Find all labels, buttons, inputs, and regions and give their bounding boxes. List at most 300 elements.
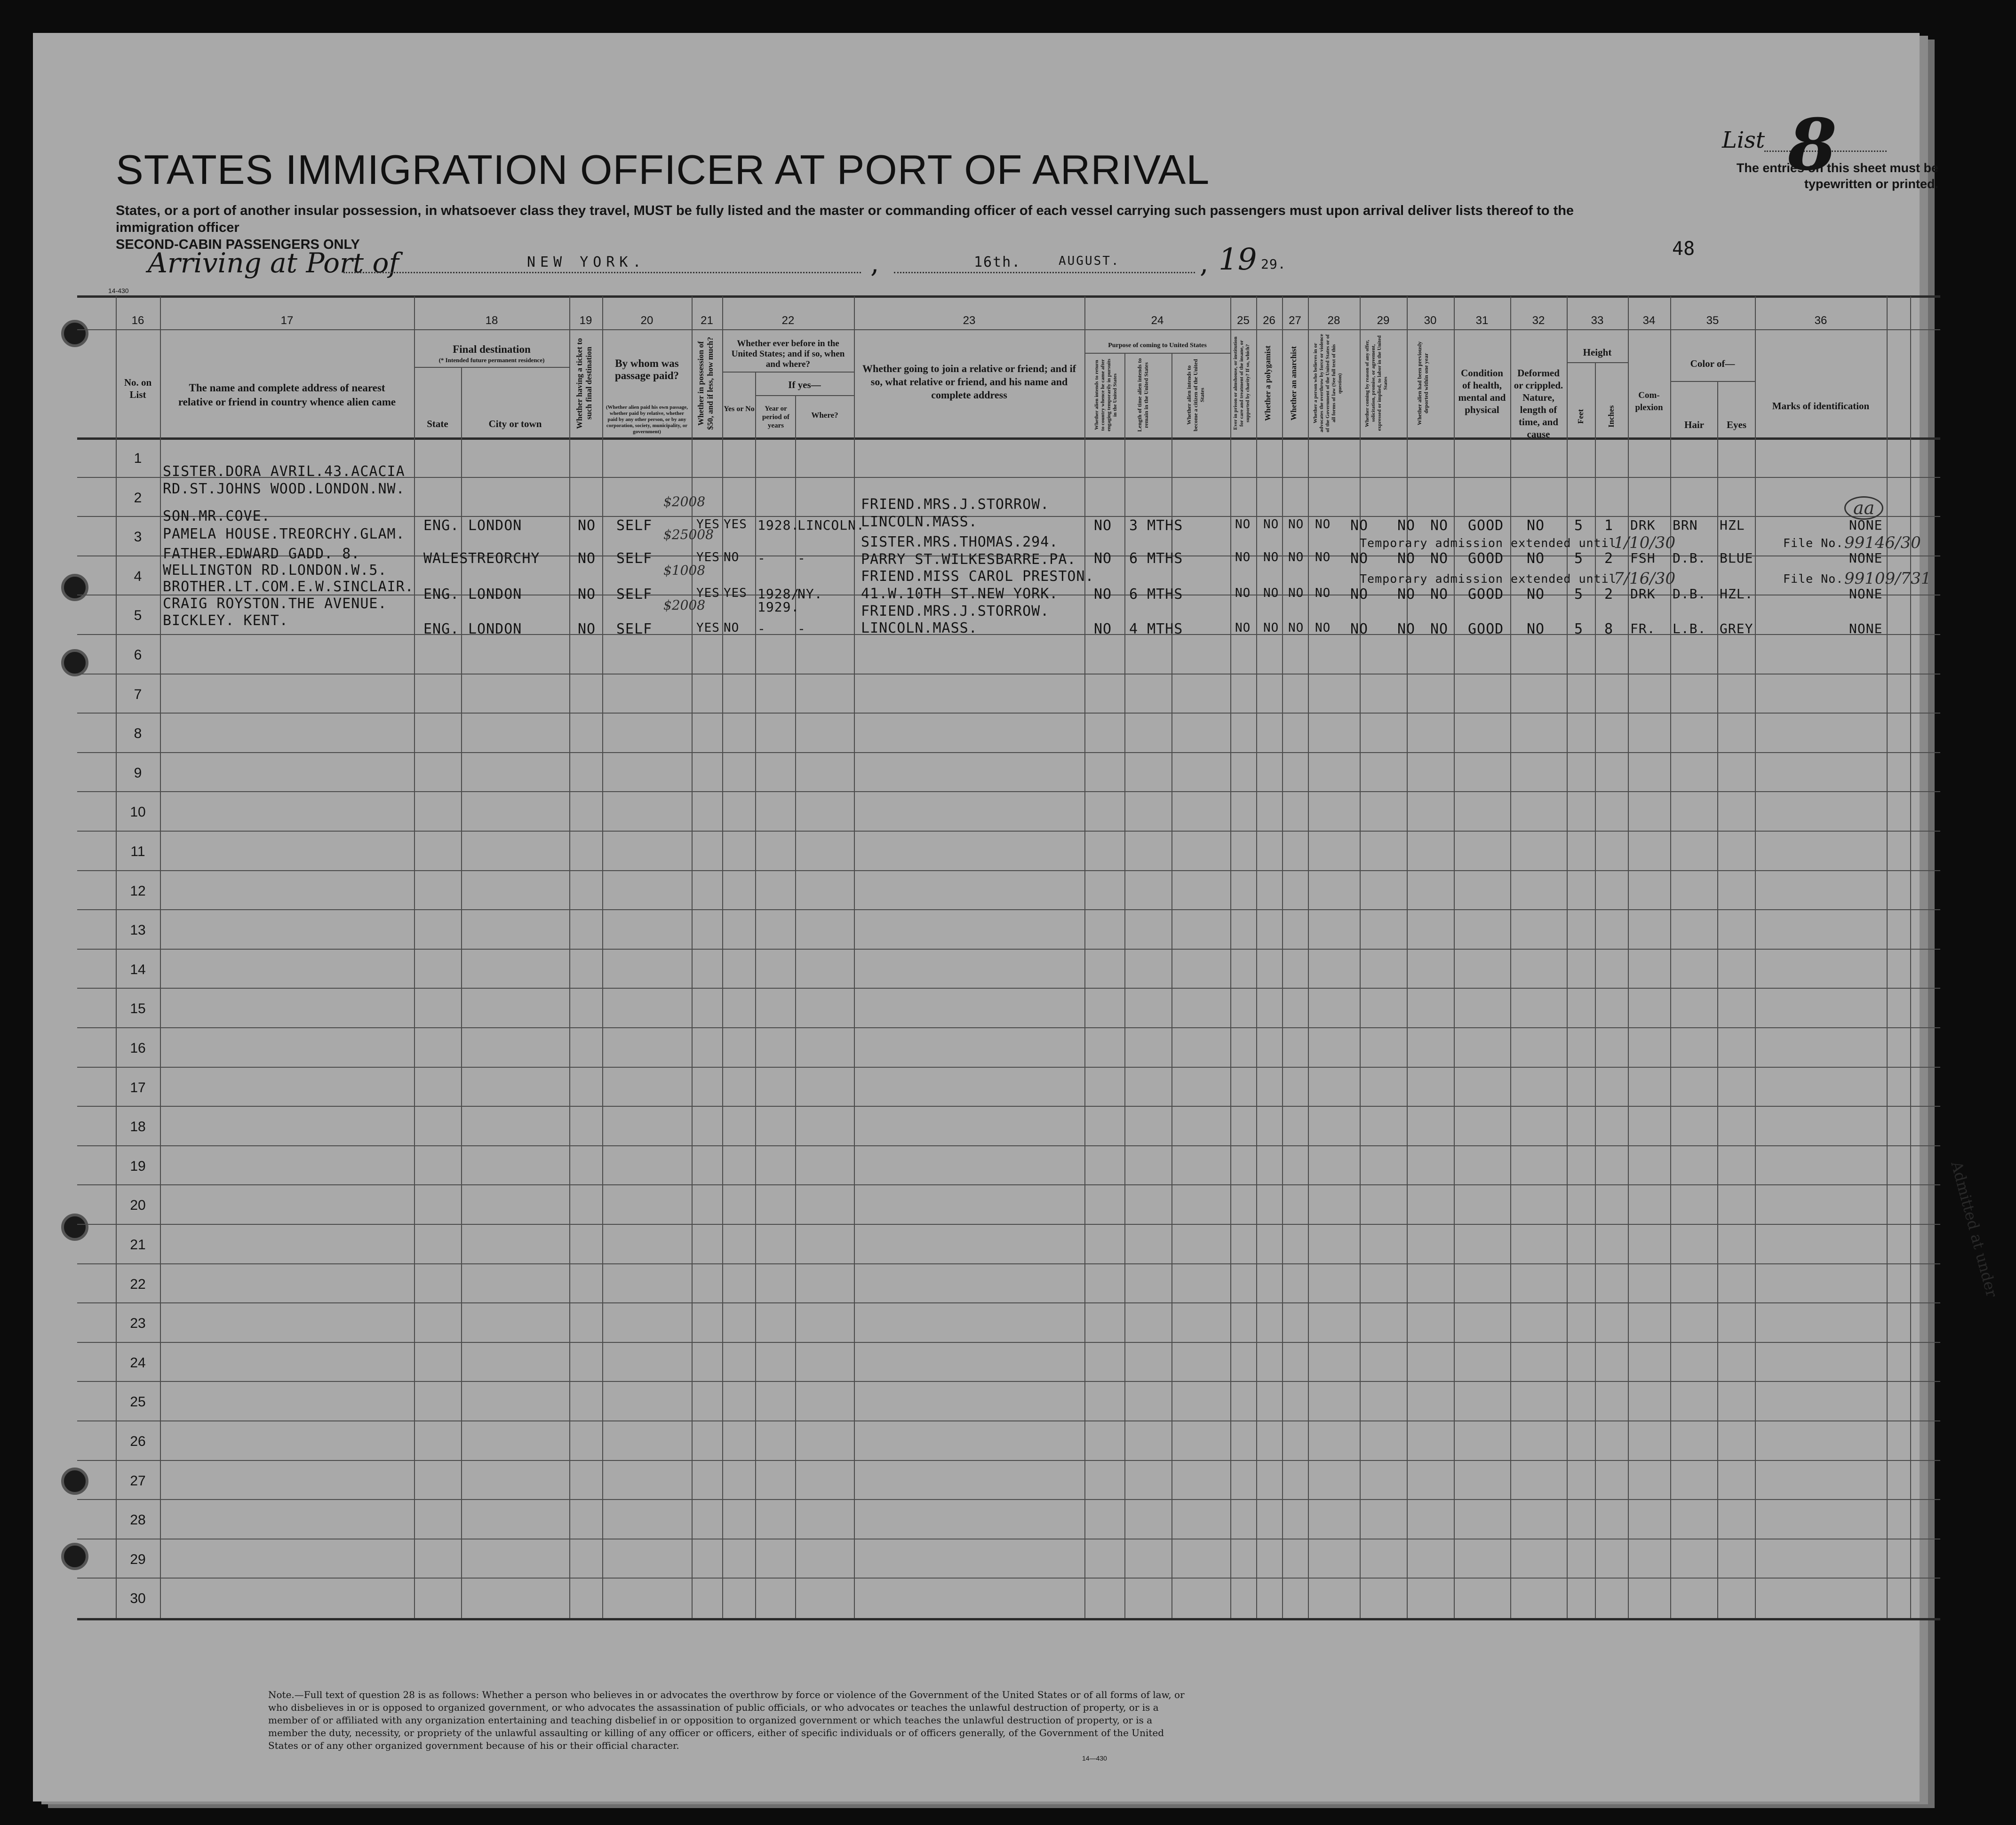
temporary-admission-note: Temporary admission extended until xyxy=(1360,572,1617,586)
deformed-value: NO xyxy=(1527,517,1545,534)
relative-address: FATHER.EDWARD GADD. 8. xyxy=(163,546,360,562)
row-number: 18 xyxy=(130,1119,146,1135)
q29-value: NO xyxy=(1397,621,1416,637)
relative-address: SISTER.DORA AVRIL.43.ACACIA xyxy=(163,463,405,480)
row-rule xyxy=(77,1499,1940,1500)
col-divider xyxy=(1454,296,1455,1618)
row-number: 5 xyxy=(134,608,142,624)
col-divider xyxy=(1910,296,1911,1618)
row-number: 13 xyxy=(130,922,146,938)
punch-hole-icon xyxy=(61,1468,88,1495)
before-year: 1929. xyxy=(757,599,800,615)
marks-value: NONE xyxy=(1849,550,1883,566)
final-state: ENG. xyxy=(423,586,460,603)
punch-hole-icon xyxy=(61,1543,88,1570)
file-number: 99109/731 xyxy=(1844,569,1931,588)
col-number: 29 xyxy=(1377,314,1390,327)
hair-value: L.B. xyxy=(1673,621,1706,636)
row-number: 8 xyxy=(134,726,142,742)
money-value: YES xyxy=(696,621,720,635)
rule-top xyxy=(77,295,1940,298)
row-number: 16 xyxy=(130,1040,146,1056)
before-yes-no: NO xyxy=(724,621,740,635)
passage-paid: SELF xyxy=(616,586,653,603)
row-number: 22 xyxy=(130,1276,146,1292)
header-q29: Whether coming by reason of any offer, solicitation, promise, or agreement, expressed or implied, to labor in the United States xyxy=(1364,335,1388,431)
q30-value: NO xyxy=(1430,550,1449,567)
file-number: 99146/30 xyxy=(1844,533,1921,552)
date-line xyxy=(894,272,1195,273)
initials-stamp: aa xyxy=(1844,496,1883,520)
purpose-length: 6 MTHS xyxy=(1129,586,1183,603)
header-anarchist: Whether an anarchist xyxy=(1289,346,1298,421)
col-divider xyxy=(1628,296,1629,1618)
col-divider xyxy=(1256,296,1257,1618)
purpose-length: 3 MTHS xyxy=(1129,517,1183,534)
col-divider xyxy=(1282,296,1283,1618)
marks-value: NONE xyxy=(1849,517,1883,533)
subtitle-class: SECOND-CABIN PASSENGERS ONLY xyxy=(116,237,360,252)
header-final-dest: Final destination xyxy=(453,343,531,355)
col-number: 21 xyxy=(701,314,713,327)
joining-relative: LINCOLN.MASS. xyxy=(861,514,978,530)
money-value: YES xyxy=(696,550,720,564)
header-relative: The name and complete address of nearest relative or friend in country whence alien came xyxy=(178,382,396,408)
col-divider xyxy=(1717,381,1718,1618)
header-before: Whether ever before in the United States; and if so, when and where? xyxy=(731,339,845,369)
complexion-value: DRK xyxy=(1630,517,1656,533)
row-rule xyxy=(77,634,1940,635)
col-number: 32 xyxy=(1532,314,1545,327)
col-divider xyxy=(602,296,603,1618)
row-number: 9 xyxy=(134,765,142,781)
header-color-of: Color of— xyxy=(1690,358,1735,369)
col-number: 19 xyxy=(579,314,592,327)
anarchist-value: NO xyxy=(1315,621,1331,635)
money-note: $1008 xyxy=(663,563,706,578)
passage-paid: SELF xyxy=(616,550,653,567)
col-number: 27 xyxy=(1289,314,1301,327)
header-purpose: Purpose of coming to United States xyxy=(1108,342,1207,349)
row-number: 7 xyxy=(134,686,142,702)
rule-header-bottom xyxy=(77,437,1940,440)
year-prefix: 19 xyxy=(1219,242,1257,277)
deformed-value: NO xyxy=(1527,621,1545,637)
purpose-length: 6 MTHS xyxy=(1129,550,1183,567)
page-title: STATES IMMIGRATION OFFICER AT PORT OF ARRIVAL xyxy=(116,146,1210,193)
port-value: NEW YORK. xyxy=(527,254,646,270)
q30-value: NO xyxy=(1430,586,1449,603)
col-divider xyxy=(1308,296,1309,1618)
passage-paid: SELF xyxy=(616,517,653,534)
before-yes-no: YES xyxy=(724,517,747,532)
before-year: 1928/ xyxy=(757,586,800,602)
purpose-return: NO xyxy=(1094,550,1112,567)
anarchist-value: NO xyxy=(1315,517,1331,532)
manifest-sheet xyxy=(33,33,2001,1801)
row-rule xyxy=(77,1578,1940,1579)
rule-sub xyxy=(1567,362,1628,363)
header-city: City or town xyxy=(488,418,542,429)
header-deformed: Deformed or crippled. Nature, length of time, and cause xyxy=(1514,367,1563,440)
header-q30: Whether alien had been previously deported within one year xyxy=(1416,341,1429,426)
health-value: GOOD xyxy=(1468,517,1504,534)
col-divider xyxy=(722,296,723,1618)
rule-sub xyxy=(1670,381,1755,382)
prison-value: NO xyxy=(1263,621,1279,635)
anarchist-value: NO xyxy=(1315,550,1331,564)
rule-sub xyxy=(722,372,854,373)
rule-sub xyxy=(755,395,854,396)
port-line xyxy=(343,272,861,273)
row-number: 21 xyxy=(130,1237,146,1253)
row-rule xyxy=(77,752,1940,753)
punch-hole-icon xyxy=(61,574,88,601)
col-number: 36 xyxy=(1814,314,1827,327)
col-number: 18 xyxy=(485,314,498,327)
prison-value: NO xyxy=(1263,517,1279,532)
q30-value: NO xyxy=(1430,517,1449,534)
date-day: 16th. xyxy=(974,254,1021,270)
list-label: List xyxy=(1722,127,1765,153)
subtitle-line: States, or a port of another insular possession, in whatsoever class they travel, MUST be fully listed and the master or commanding officer of each vessel carrying such passengers must upon arrival deliver lists thereof to the immigration officer xyxy=(116,203,1574,235)
citizen-value: NO xyxy=(1235,621,1251,635)
purpose-return: NO xyxy=(1094,517,1112,534)
joining-relative: FRIEND.MISS CAROL PRESTON. xyxy=(861,568,1094,585)
eyes-value: GREY xyxy=(1720,621,1753,636)
row-number: 17 xyxy=(130,1079,146,1095)
col-number: 28 xyxy=(1327,314,1340,327)
col-divider xyxy=(1670,296,1671,1618)
q28-value: NO xyxy=(1350,550,1369,567)
row-number: 3 xyxy=(134,529,142,545)
header-health: Condition of health, mental and physical xyxy=(1458,367,1506,415)
q29-value: NO xyxy=(1397,550,1416,567)
row-rule xyxy=(77,1224,1940,1225)
before-where: LINCOLN. xyxy=(797,517,865,533)
ticket-value: NO xyxy=(578,621,596,637)
relative-address: RD.ST.JOHNS WOOD.LONDON.NW. xyxy=(163,481,405,497)
relative-address: WELLINGTON RD.LONDON.W.5. xyxy=(163,562,387,579)
relative-address: CRAIG ROYSTON.THE AVENUE. xyxy=(163,595,387,612)
row-rule xyxy=(77,831,1940,832)
row-rule xyxy=(77,1027,1940,1028)
row-rule xyxy=(77,713,1940,714)
ticket-value: NO xyxy=(578,550,596,567)
joining-relative: PARRY ST.WILKESBARRE.PA. xyxy=(861,551,1076,568)
extension-date: 7/16/30 xyxy=(1614,569,1676,588)
col-divider xyxy=(1510,296,1511,1618)
row-rule xyxy=(77,1106,1940,1107)
entries-note: The entries on this sheet must be typewritten or printed. xyxy=(1736,161,1938,191)
health-value: GOOD xyxy=(1468,550,1504,567)
complexion-value: DRK xyxy=(1630,586,1656,602)
height-inches: 2 xyxy=(1604,586,1614,603)
height-feet: 5 xyxy=(1574,550,1584,567)
col-divider xyxy=(1360,296,1361,1618)
polygamist-value: NO xyxy=(1288,586,1304,600)
row-rule xyxy=(77,791,1940,792)
comma: , xyxy=(870,247,879,279)
eyes-value: HZL. xyxy=(1720,586,1753,602)
row-number: 24 xyxy=(130,1355,146,1371)
row-number: 10 xyxy=(130,804,146,820)
joining-relative: FRIEND.MRS.J.STORROW. xyxy=(861,603,1050,619)
relative-address: BICKLEY. KENT. xyxy=(163,612,288,629)
col-number: 22 xyxy=(781,314,795,327)
height-feet: 5 xyxy=(1574,517,1584,534)
row-number: 26 xyxy=(130,1434,146,1449)
col-divider xyxy=(854,296,855,1618)
money-value: YES xyxy=(696,586,720,600)
relative-address: SON.MR.COVE. xyxy=(163,508,271,524)
col-divider xyxy=(1755,296,1756,1618)
eyes-value: HZL xyxy=(1720,517,1745,533)
hair-value: D.B. xyxy=(1673,550,1706,566)
row-number: 6 xyxy=(134,647,142,663)
col-number: 33 xyxy=(1591,314,1604,327)
row-number: 4 xyxy=(134,568,142,584)
row-number: 28 xyxy=(130,1512,146,1528)
final-city: LONDON xyxy=(468,586,522,603)
punch-hole-icon xyxy=(61,320,88,347)
row-rule xyxy=(77,1460,1940,1461)
header-complexion: Com-plexion xyxy=(1635,390,1663,413)
col-divider xyxy=(1230,296,1231,1618)
header-inches: Inches xyxy=(1607,405,1616,428)
header-ticket: Whether having a ticket to such final destination xyxy=(575,338,593,429)
height-inches: 1 xyxy=(1604,517,1614,534)
money-note: $2008 xyxy=(663,597,706,613)
header-purpose-return: Whether alien intends to return to country whence he came after engaging temporarily in pursuits in the United States xyxy=(1094,358,1118,432)
col-divider xyxy=(1887,296,1888,1618)
q29-value: NO xyxy=(1397,517,1416,534)
before-yes-no: YES xyxy=(724,586,747,600)
file-label: File No. xyxy=(1783,536,1844,550)
rule-bottom xyxy=(77,1618,1940,1620)
col-number: 23 xyxy=(963,314,976,327)
header-polygamist: Whether a polygamist xyxy=(1263,345,1272,421)
row-number: 2 xyxy=(134,490,142,506)
list-number: 8 xyxy=(1788,103,1837,186)
temporary-admission-note: Temporary admission extended until xyxy=(1360,536,1617,550)
before-where: NY. xyxy=(797,586,823,602)
col-divider xyxy=(795,395,796,1618)
header-final-dest-sub: (* Intended future permanent residence) xyxy=(438,357,545,364)
file-label: File No. xyxy=(1783,572,1844,586)
height-feet: 5 xyxy=(1574,621,1584,637)
col-divider xyxy=(755,372,756,1618)
rule-sub xyxy=(1084,353,1230,354)
complexion-value: FR. xyxy=(1630,621,1656,636)
before-year: 1928. xyxy=(757,517,800,533)
row-number: 27 xyxy=(130,1473,146,1489)
before-where: - xyxy=(797,621,806,636)
relative-address: PAMELA HOUSE.TREORCHY.GLAM. xyxy=(163,526,405,542)
ticket-value: NO xyxy=(578,517,596,534)
final-state: WALES xyxy=(423,550,469,567)
comma: , xyxy=(1200,247,1209,279)
col-number: 25 xyxy=(1237,314,1250,327)
money-note: $25008 xyxy=(663,527,714,542)
header-eyes: Eyes xyxy=(1727,419,1746,430)
row-number: 23 xyxy=(130,1316,146,1332)
joining-relative: LINCOLN.MASS. xyxy=(861,620,978,636)
arriving-label: Arriving at Port of xyxy=(148,247,399,279)
row-number: 19 xyxy=(130,1158,146,1174)
before-year: - xyxy=(757,550,766,566)
q29-value: NO xyxy=(1397,586,1416,603)
final-city: LONDON xyxy=(468,621,522,637)
col-divider xyxy=(116,296,117,1618)
row-rule xyxy=(77,1420,1940,1421)
citizen-value: NO xyxy=(1235,586,1251,600)
header-hair: Hair xyxy=(1684,419,1704,430)
page-subtitle xyxy=(116,202,1621,253)
row-rule xyxy=(77,870,1940,871)
footnote-question-28: Note.—Full text of question 28 is as follows: Whether a person who believes in or advocates the overthrow by force or violence of the Government of the United States or of all forms of law, or who disbelieves in or is opposed to organized government, or who advocates the assassination of public officials, or who advocates or teaches the unlawful destruction of property, or is a member of or affiliated with any organization entertaining and teaching disbelief in or opposition to organized government or which teaches the unlawful destruction of property, or is a member the duty, necessity, or propriety of the unlawful assaulting or killing of any officer or officers, either of specific individuals or of officers generally, of the Government of the United States or of any other organized government because of his or their official character. xyxy=(268,1689,1185,1751)
joining-relative: FRIEND.MRS.J.STORROW. xyxy=(861,496,1050,513)
purpose-return: NO xyxy=(1094,621,1112,637)
col-divider xyxy=(414,296,415,1618)
prison-value: NO xyxy=(1263,550,1279,564)
money-value: YES xyxy=(696,517,720,532)
header-passage-sub: (Whether alien paid his own passage, whether paid by relative, whether paid by any other person, or by any corporation, society, municipality, or government) xyxy=(606,405,688,435)
col-number: 26 xyxy=(1263,314,1275,327)
row-number: 20 xyxy=(130,1198,146,1214)
header-where: Where? xyxy=(811,411,838,420)
joining-relative: SISTER.MRS.THOMAS.294. xyxy=(861,534,1059,550)
date-month: AUGUST. xyxy=(1059,254,1120,268)
row-number: 14 xyxy=(130,961,146,977)
row-number: 30 xyxy=(130,1591,146,1607)
row-number: 1 xyxy=(134,451,142,466)
health-value: GOOD xyxy=(1468,621,1504,637)
row-rule xyxy=(77,1145,1940,1146)
rule-colnums xyxy=(77,329,1940,330)
col-number: 16 xyxy=(131,314,144,327)
extension-date: 1/10/30 xyxy=(1614,533,1676,552)
col-number: 34 xyxy=(1642,314,1656,327)
hair-value: BRN xyxy=(1673,517,1698,533)
header-purpose-length: Length of time alien intends to remain in the United States xyxy=(1136,358,1149,432)
header-feet: Feet xyxy=(1576,409,1585,424)
row-rule xyxy=(77,909,1940,910)
header-height: Height xyxy=(1583,347,1612,358)
header-no-on-list: No. on List xyxy=(124,377,152,400)
row-rule xyxy=(77,516,1940,517)
before-where: - xyxy=(797,550,806,566)
header-marks: Marks of identification xyxy=(1772,400,1870,412)
header-money: Whether in possession of $50, and if less, how much? xyxy=(696,337,715,430)
col-divider xyxy=(1124,353,1125,1618)
purpose-length: 4 MTHS xyxy=(1129,621,1183,637)
col-divider xyxy=(1595,362,1596,1618)
row-rule xyxy=(77,1263,1940,1264)
col-divider xyxy=(1084,296,1085,1618)
admission-stamp: Admitted at under xyxy=(1947,1159,2001,1299)
q28-value: NO xyxy=(1350,517,1369,534)
row-number: 12 xyxy=(130,883,146,899)
row-rule xyxy=(77,1067,1940,1068)
row-rule xyxy=(77,988,1940,989)
row-rule xyxy=(77,1342,1940,1343)
col-number: 20 xyxy=(640,314,653,327)
prison-value: NO xyxy=(1263,586,1279,600)
col-divider xyxy=(1407,296,1408,1618)
header-q28: Whether a person who believes in or advocates the overthrow by force or violence of the Government of the United States or of all forms of law (See full text of this question) xyxy=(1313,334,1343,433)
form-code: 14-430 xyxy=(108,287,129,294)
marks-value: NONE xyxy=(1849,621,1883,636)
col-number: 17 xyxy=(280,314,294,327)
header-purpose-citizen: Whether alien intends to become a citizen of the United States xyxy=(1186,359,1205,431)
header-if-yes: If yes— xyxy=(788,379,821,390)
header-state: State xyxy=(427,418,448,429)
rule-sub xyxy=(414,367,569,368)
money-note: $2008 xyxy=(663,494,706,509)
before-year: - xyxy=(757,621,766,636)
header-year-period: Year or period of years xyxy=(762,405,789,429)
col-number: 35 xyxy=(1706,314,1719,327)
col-divider xyxy=(160,296,161,1618)
height-inches: 8 xyxy=(1604,621,1614,637)
citizen-value: NO xyxy=(1235,550,1251,564)
col-divider xyxy=(569,296,570,1618)
polygamist-value: NO xyxy=(1288,550,1304,564)
punch-hole-icon xyxy=(61,649,88,676)
anarchist-value: NO xyxy=(1315,586,1331,600)
year-suffix: 29. xyxy=(1261,256,1286,272)
q28-value: NO xyxy=(1350,586,1369,603)
row-number: 15 xyxy=(130,1001,146,1017)
purpose-return: NO xyxy=(1094,586,1112,603)
col-divider xyxy=(1171,353,1172,1618)
final-city: TREORCHY xyxy=(468,550,540,567)
header-joining: Whether going to join a relative or friend; and if so, what relative or friend, and his name and complete address xyxy=(862,363,1076,401)
sheet-number: 48 xyxy=(1672,238,1695,260)
before-yes-no: NO xyxy=(724,550,740,564)
passage-paid: SELF xyxy=(616,621,653,637)
footer-form-code: 14—430 xyxy=(1082,1754,1107,1762)
polygamist-value: NO xyxy=(1288,517,1304,532)
row-number: 11 xyxy=(130,844,145,859)
row-rule xyxy=(77,1184,1940,1185)
joining-relative: 41.W.10TH ST.NEW YORK. xyxy=(861,586,1059,602)
header-prison: Ever in prison or almshouse, or institution for care and treatment of the insane, or supported by charity? If so, which? xyxy=(1233,336,1251,430)
final-city: LONDON xyxy=(468,517,522,534)
marks-value: NONE xyxy=(1849,586,1883,602)
row-number: 25 xyxy=(130,1394,146,1410)
relative-address: BROTHER.LT.COM.E.W.SINCLAIR. xyxy=(163,579,414,595)
q30-value: NO xyxy=(1430,621,1449,637)
complexion-value: FSH xyxy=(1630,550,1656,566)
citizen-value: NO xyxy=(1235,517,1251,532)
punch-hole-icon xyxy=(61,1214,88,1241)
final-state: ENG. xyxy=(423,517,460,534)
col-number: 30 xyxy=(1424,314,1437,327)
health-value: GOOD xyxy=(1468,586,1504,603)
row-number: 29 xyxy=(130,1551,146,1567)
row-rule xyxy=(77,949,1940,950)
header-yes-no: Yes or No xyxy=(724,405,755,413)
polygamist-value: NO xyxy=(1288,621,1304,635)
eyes-value: BLUE xyxy=(1720,550,1753,566)
q28-value: NO xyxy=(1350,621,1369,637)
row-rule xyxy=(77,1381,1940,1382)
row-rule xyxy=(77,1302,1940,1303)
deformed-value: NO xyxy=(1527,586,1545,603)
header-passage: By whom was passage paid? xyxy=(614,357,679,381)
